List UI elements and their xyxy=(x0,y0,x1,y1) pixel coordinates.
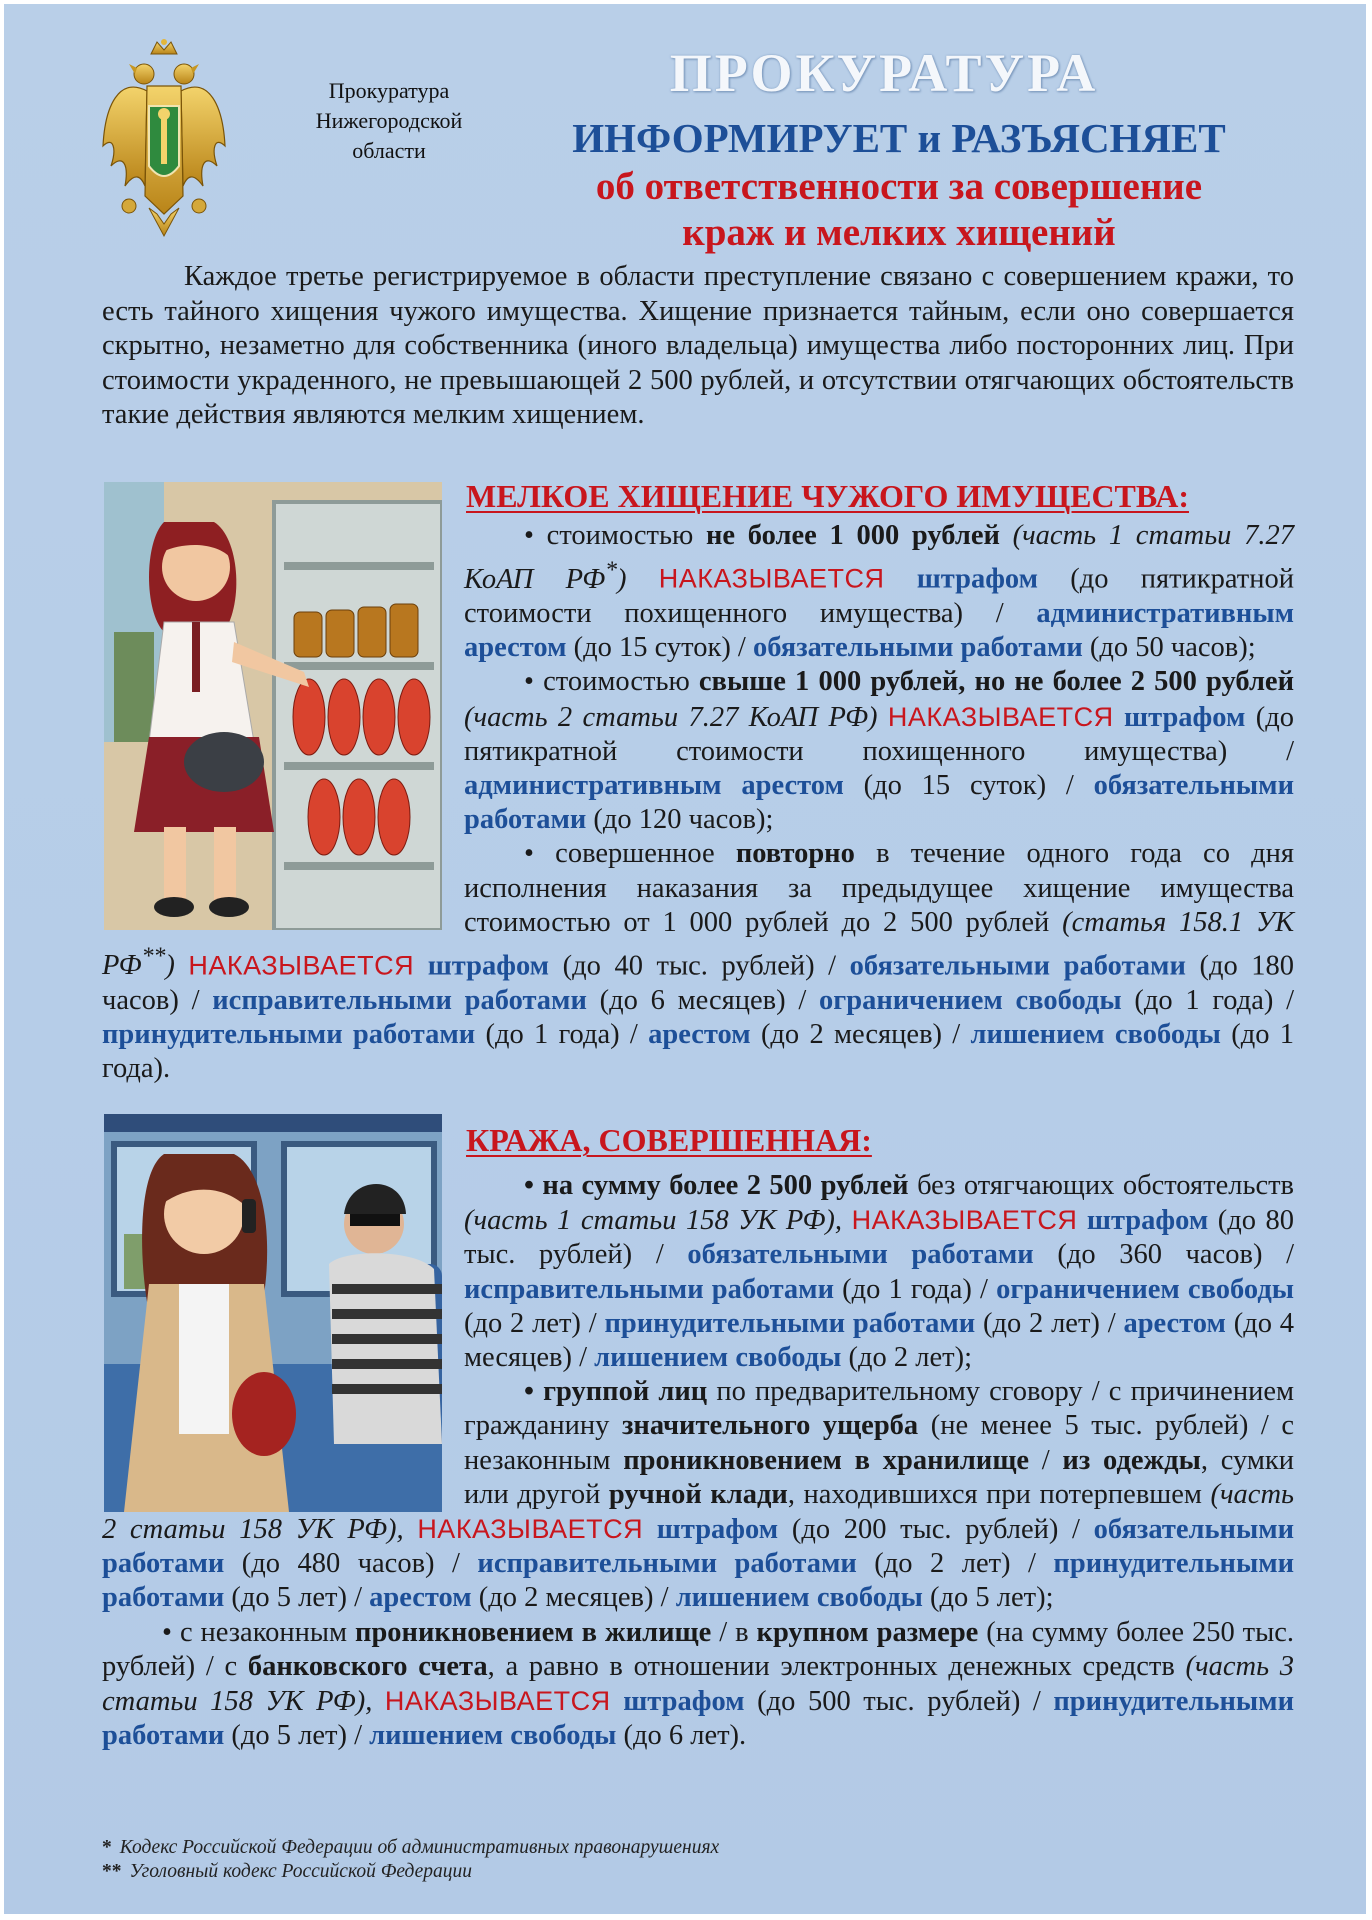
prosecutor-emblem-icon xyxy=(99,36,229,248)
headline-subject-line-1: об ответственности за совершение xyxy=(595,165,1203,208)
org-line-3: области xyxy=(352,138,426,163)
section-theft xyxy=(102,1169,1294,1753)
petty-theft-item-2: • стоимостью свыше 1 000 рублей, но не более 2 500 рублей (часть 2 статьи 7.27 КоАП РФ) НАКАЗЫВАЕТСЯ штрафом (до пятикратной стоимости похищенного имущества) / административным арестом (до 15 суток) / обязательными работами (до 120 часов); xyxy=(464,666,1295,836)
section-petty-theft xyxy=(102,519,1294,1086)
org-line-1: Прокуратура xyxy=(328,78,450,103)
theft-item-3: • с незаконным проникновением в жилище / в крупном размере (на сумму более 250 тыс. рублей) / с банковского счета, а равно в отношении электронных денежных средств (часть 3 статьи 158 УК РФ), НАКАЗЫВАЕТСЯ штрафом (до 500 тыс. рублей) / принудительными работами (до 5 лет) / лишением свободы (до 6 лет). xyxy=(102,1616,1295,1752)
org-line-2: Нижегородской xyxy=(315,108,463,133)
headline-prosecutor: ПРОКУРАТУРА xyxy=(669,43,1099,103)
section-petty-theft-title: МЕЛКОЕ ХИЩЕНИЕ ЧУЖОГО ИМУЩЕСТВА: xyxy=(466,478,1189,514)
headline-informs: ИНФОРМИРУЕТ и РАЗЪЯСНЯЕТ xyxy=(572,115,1226,161)
footnote-2: ** Уголовный кодекс Российской Федерации xyxy=(102,1861,473,1882)
organization-name xyxy=(289,76,489,166)
section-theft-title: КРАЖА, СОВЕРШЕННАЯ: xyxy=(466,1122,872,1158)
petty-theft-item-1: • стоимостью не более 1 000 рублей (часть 1 статьи 7.27 КоАП РФ*) НАКАЗЫВАЕТСЯ штрафом (до пятикратной стоимости похищенного имущества) / административным арестом (до 15 суток) / обязательными работами (до 50 часов); xyxy=(464,520,1295,664)
flyer-sheet xyxy=(4,4,1366,1914)
intro-paragraph: Каждое третье регистрируемое в области преступление связано с совершением кражи, то есть тайного хищения чужого имущества. Хищение признается тайным, если оно совершается скрытно, незаметно для собственника (иного владельца) имущества либо посторонних лиц. При стоимости украденного, не превышающей 2 500 рублей, и отсутствии отягчающих обстоятельств такие действия являются мелким хищением. xyxy=(102,261,1294,430)
theft-item-1: • на сумму более 2 500 рублей без отягчающих обстоятельств (часть 1 статьи 158 УК РФ), НАКАЗЫВАЕТСЯ штрафом (до 80 тыс. рублей) / обязательными работами (до 360 часов) / исправительными работами (до 1 года) / ограничением свободы (до 2 лет) / принудительными работами (до 2 лет) / арестом (до 4 месяцев) / лишением свободы (до 2 лет); xyxy=(464,1170,1295,1374)
image-float-spacer xyxy=(102,1169,464,1505)
image-float-spacer xyxy=(102,519,464,929)
theft-item-2: • группой лиц по предварительному сговору / с причинением гражданину значительного ущерба (не менее 5 тыс. рублей) / с незаконным проникновением в хранилище / из одежды, сумки или другой ручной клади, находившихся при потерпевшем (часть 2 статьи 158 УК РФ), НАКАЗЫВАЕТСЯ штрафом (до 200 тыс. рублей) / обязательными работами (до 480 часов) / исправительными работами (до 2 лет) / принудительными работами (до 5 лет) / арестом (до 2 месяцев) / лишением свободы (до 5 лет); xyxy=(102,1376,1295,1614)
footnote-1: * Кодекс Российской Федерации об административных правонарушениях xyxy=(102,1837,720,1858)
footnotes xyxy=(102,1836,1292,1884)
headline-subject xyxy=(484,164,1314,256)
petty-theft-item-3: • совершенное повторно в течение одного года со дня исполнения наказания за предыдущее хищение имущества стоимостью от 1 000 рублей до 2 500 рублей (статья 158.1 УК РФ**) НАКАЗЫВАЕТСЯ штрафом (до 40 тыс. рублей) / обязательными работами (до 180 часов) / исправительными работами (до 6 месяцев) / ограничением свободы (до 1 года) / принудительными работами (до 1 года) / арестом (до 2 месяцев) / лишением свободы (до 1 года). xyxy=(102,838,1295,1085)
headline-subject-line-2: краж и мелких хищений xyxy=(682,211,1116,254)
